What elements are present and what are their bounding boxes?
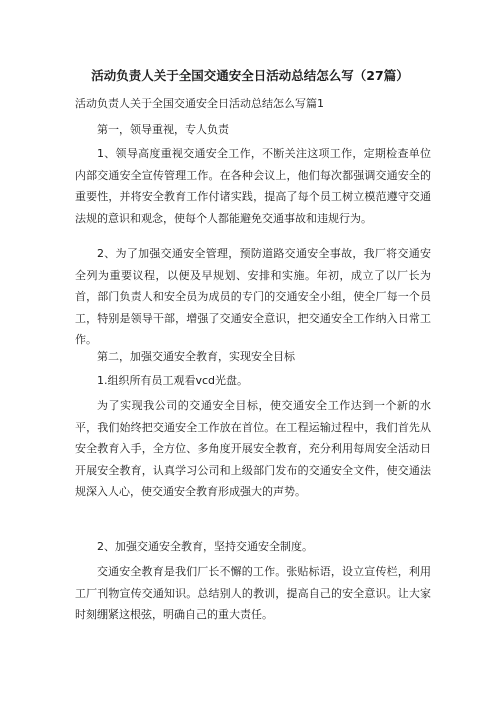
section-heading: 第二，加强交通安全教育，实现安全目标: [97, 350, 295, 363]
paragraph: 为了实现我公司的交通安全目标，使交通安全工作达到一个新的水平，我们始终把交通安全工作放在首位。在工程运输过程中，我们首先从安全教育入手，全方位、多角度开展安全教育，充分利用每周安全活动日开展安全教育，认真学习公司和上级部门发布的交通安全文件，使交通法规深入人心，使交通安全教育形成强大的声势。: [75, 399, 431, 498]
paragraph: 2、加强交通安全教育，坚持交通安全制度。: [97, 540, 313, 553]
paragraph: 1.组织所有员工观看vcd光盘。: [97, 374, 249, 387]
document-subtitle: 活动负责人关于全国交通安全日活动总结怎么写篇1: [75, 97, 324, 110]
paragraph: 交通安全教育是我们厂长不懈的工作。张贴标语，设立宣传栏，利用工厂刊物宣传交通知识。总结别人的教训，提高自己的安全意识。让大家时刻绷紧这根弦，明确自己的重大责任。: [75, 565, 431, 621]
paragraph: 2、为了加强交通安全管理，预防道路交通安全事故，我厂将交通安全列为重要议程，以便及早规划、安排和实施。年初，成立了以厂长为首，部门负责人和安全员为成员的专门的交通安全小组，使全厂每一个员工，特别是领导干部，增强了交通安全意识，把交通安全工作纳入日常工作。: [75, 247, 431, 346]
section-heading: 第一，领导重视，专人负责: [97, 123, 229, 136]
paragraph: 1、领导高度重视交通安全工作，不断关注这项工作，定期检查单位内部交通安全宣传管理工作。在各种会议上，他们每次都强调交通安全的重要性，并将安全教育工作付诸实践，提高了每个员工树立模范遵守交通法规的意识和观念，使每个人都能避免交通事故和违规行为。: [75, 147, 431, 225]
document-title: 活动负责人关于全国交通安全日活动总结怎么写（27篇）: [91, 68, 409, 83]
